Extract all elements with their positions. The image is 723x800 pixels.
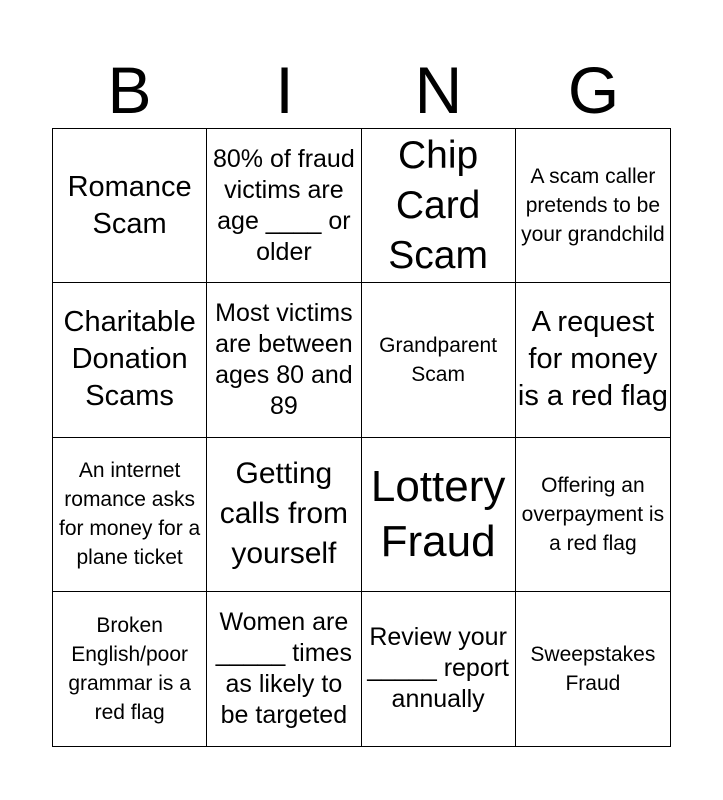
bingo-board <box>52 128 671 747</box>
bingo-cell-r4c4[interactable] <box>516 592 670 746</box>
cell-text: Chip Card Scam <box>388 133 488 277</box>
cell-text: Romance Scam <box>67 170 192 240</box>
bingo-header <box>52 52 671 128</box>
cell-text: Offering an overpayment is a red flag <box>521 473 665 555</box>
bingo-cell-r2c1[interactable] <box>53 283 207 437</box>
bingo-cell-r3c3[interactable] <box>362 438 516 592</box>
header-letter-g: G <box>567 53 620 127</box>
cell-text: Getting calls from yourself <box>219 457 349 571</box>
bingo-cell-r3c4[interactable] <box>516 438 670 592</box>
cell-text: Review your _____ report annually <box>367 623 510 714</box>
bingo-cell-r1c3[interactable] <box>362 129 516 283</box>
header-letter-b: B <box>107 53 152 127</box>
cell-text: A request for money is a red flag <box>517 306 668 413</box>
bingo-cell-r2c2[interactable] <box>207 283 361 437</box>
cell-text: Charitable Donation Scams <box>63 306 196 413</box>
cell-text: Most victims are between ages 80 and 89 <box>215 298 353 420</box>
cell-text: 80% of fraud victims are age ____ or older <box>212 144 355 266</box>
bingo-cell-r1c4[interactable] <box>516 129 670 283</box>
cell-text: Broken English/poor grammar is a red flag <box>68 613 191 724</box>
bingo-cell-r2c3[interactable] <box>362 283 516 437</box>
bingo-cell-r1c2[interactable] <box>207 129 361 283</box>
cell-text: Lottery Fraud <box>370 462 506 567</box>
cell-text: Women are _____ times as likely to be targeted <box>215 607 352 729</box>
bingo-cell-r1c1[interactable] <box>53 129 207 283</box>
cell-text: Grandparent Scam <box>379 333 498 386</box>
cell-text: An internet romance asks for money for a plane ticket <box>59 459 201 570</box>
bingo-cell-r3c2[interactable] <box>207 438 361 592</box>
bingo-cell-r3c1[interactable] <box>53 438 207 592</box>
bingo-cell-r4c2[interactable] <box>207 592 361 746</box>
header-letter-n: N <box>414 53 463 127</box>
header-letter-i: I <box>275 53 294 127</box>
cell-text: A scam caller pretends to be your grandchild <box>521 165 665 247</box>
bingo-cell-r4c1[interactable] <box>53 592 207 746</box>
cell-text: Sweepstakes Fraud <box>530 642 656 695</box>
bingo-cell-r2c4[interactable] <box>516 283 670 437</box>
bingo-cell-r4c3[interactable] <box>362 592 516 746</box>
